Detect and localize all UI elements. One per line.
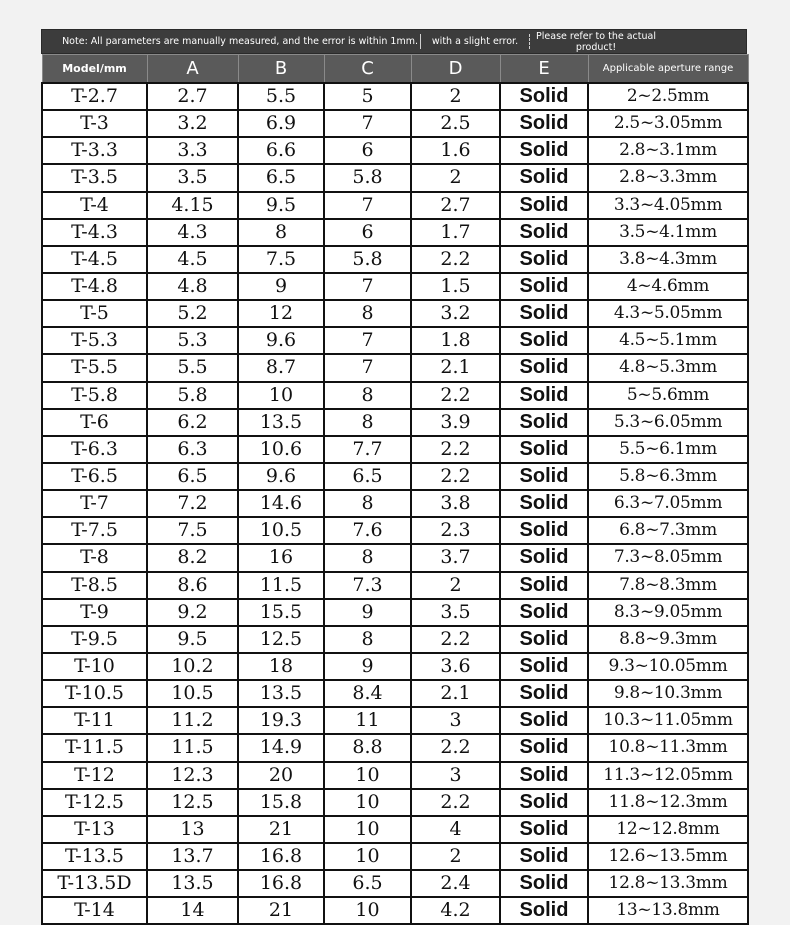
- cell-model: T-7.5: [42, 517, 147, 544]
- cell-e: Solid: [500, 870, 588, 897]
- cell-a: 9.5: [147, 626, 238, 653]
- cell-a: 12.5: [147, 789, 238, 816]
- cell-model: T-11.5: [42, 734, 147, 761]
- cell-a: 7.5: [147, 517, 238, 544]
- table-row: [42, 83, 748, 110]
- cell-range: 4.5~5.1mm: [588, 327, 748, 354]
- cell-c: 9: [324, 599, 411, 626]
- table-row: [42, 354, 748, 381]
- table-row: [42, 517, 748, 544]
- cell-a: 5.2: [147, 300, 238, 327]
- cell-c: 10: [324, 762, 411, 789]
- cell-a: 6.5: [147, 463, 238, 490]
- cell-c: 11: [324, 707, 411, 734]
- table-row: [42, 300, 748, 327]
- cell-d: 4.2: [411, 897, 500, 924]
- cell-b: 13.5: [238, 680, 324, 707]
- header-row: [42, 55, 748, 84]
- cell-range: 5~5.6mm: [588, 382, 748, 409]
- table-row: [42, 382, 748, 409]
- cell-c: 8: [324, 300, 411, 327]
- spec-sheet: [41, 29, 747, 925]
- cell-a: 11.2: [147, 707, 238, 734]
- table-row: [42, 544, 748, 571]
- cell-c: 10: [324, 897, 411, 924]
- cell-range: 7.3~8.05mm: [588, 544, 748, 571]
- cell-b: 12.5: [238, 626, 324, 653]
- cell-b: 16: [238, 544, 324, 571]
- cell-d: 2.2: [411, 789, 500, 816]
- cell-e: Solid: [500, 273, 588, 300]
- cell-model: T-12: [42, 762, 147, 789]
- table-row: [42, 164, 748, 191]
- table-row: [42, 192, 748, 219]
- cell-d: 2.3: [411, 517, 500, 544]
- cell-c: 7: [324, 192, 411, 219]
- cell-d: 1.7: [411, 219, 500, 246]
- cell-e: Solid: [500, 409, 588, 436]
- cell-e: Solid: [500, 436, 588, 463]
- note-bar: [41, 29, 747, 54]
- cell-model: T-4: [42, 192, 147, 219]
- cell-a: 13: [147, 816, 238, 843]
- cell-d: 2.2: [411, 246, 500, 273]
- cell-e: Solid: [500, 463, 588, 490]
- cell-range: 3.3~4.05mm: [588, 192, 748, 219]
- cell-c: 8: [324, 544, 411, 571]
- cell-e: Solid: [500, 897, 588, 924]
- note-text-measurement: Note: All parameters are manually measured, and the error is within 1mm.: [62, 36, 418, 47]
- cell-model: T-13.5D: [42, 870, 147, 897]
- table-row: [42, 653, 748, 680]
- cell-range: 2~2.5mm: [588, 83, 748, 110]
- cell-a: 4.8: [147, 273, 238, 300]
- cell-c: 7.7: [324, 436, 411, 463]
- cell-c: 8.4: [324, 680, 411, 707]
- cell-a: 10.5: [147, 680, 238, 707]
- cell-model: T-3: [42, 110, 147, 137]
- table-body: [42, 83, 748, 924]
- cell-range: 4.3~5.05mm: [588, 300, 748, 327]
- cell-e: Solid: [500, 599, 588, 626]
- table-row: [42, 626, 748, 653]
- cell-b: 10: [238, 382, 324, 409]
- header-range: Applicable aperture range: [588, 55, 748, 84]
- cell-model: T-5.3: [42, 327, 147, 354]
- cell-b: 10.6: [238, 436, 324, 463]
- cell-d: 2: [411, 164, 500, 191]
- cell-b: 12: [238, 300, 324, 327]
- cell-d: 1.8: [411, 327, 500, 354]
- cell-a: 4.3: [147, 219, 238, 246]
- cell-b: 16.8: [238, 870, 324, 897]
- cell-e: Solid: [500, 300, 588, 327]
- cell-d: 2.2: [411, 734, 500, 761]
- table-row: [42, 273, 748, 300]
- cell-model: T-8: [42, 544, 147, 571]
- cell-b: 7.5: [238, 246, 324, 273]
- cell-c: 9: [324, 653, 411, 680]
- cell-b: 21: [238, 897, 324, 924]
- cell-d: 4: [411, 816, 500, 843]
- cell-b: 21: [238, 816, 324, 843]
- cell-range: 2.5~3.05mm: [588, 110, 748, 137]
- cell-b: 9.5: [238, 192, 324, 219]
- cell-model: T-13: [42, 816, 147, 843]
- cell-a: 8.6: [147, 572, 238, 599]
- cell-e: Solid: [500, 517, 588, 544]
- cell-e: Solid: [500, 789, 588, 816]
- cell-c: 7: [324, 327, 411, 354]
- cell-model: T-5: [42, 300, 147, 327]
- table-row: [42, 219, 748, 246]
- cell-e: Solid: [500, 354, 588, 381]
- cell-range: 10.3~11.05mm: [588, 707, 748, 734]
- cell-e: Solid: [500, 110, 588, 137]
- cell-model: T-7: [42, 490, 147, 517]
- cell-c: 10: [324, 843, 411, 870]
- cell-e: Solid: [500, 327, 588, 354]
- cell-b: 8: [238, 219, 324, 246]
- cell-d: 3.8: [411, 490, 500, 517]
- cell-c: 6.5: [324, 870, 411, 897]
- cell-b: 19.3: [238, 707, 324, 734]
- cell-a: 11.5: [147, 734, 238, 761]
- cell-a: 3.2: [147, 110, 238, 137]
- cell-d: 2.7: [411, 192, 500, 219]
- cell-e: Solid: [500, 626, 588, 653]
- header-d: D: [411, 55, 500, 84]
- cell-model: T-4.8: [42, 273, 147, 300]
- cell-model: T-3.5: [42, 164, 147, 191]
- cell-b: 15.8: [238, 789, 324, 816]
- cell-a: 14: [147, 897, 238, 924]
- cell-e: Solid: [500, 137, 588, 164]
- cell-model: T-10: [42, 653, 147, 680]
- cell-model: T-14: [42, 897, 147, 924]
- cell-range: 5.3~6.05mm: [588, 409, 748, 436]
- cell-a: 2.7: [147, 83, 238, 110]
- cell-e: Solid: [500, 192, 588, 219]
- cell-b: 10.5: [238, 517, 324, 544]
- cell-e: Solid: [500, 219, 588, 246]
- cell-a: 4.15: [147, 192, 238, 219]
- cell-range: 9.3~10.05mm: [588, 653, 748, 680]
- cell-a: 13.7: [147, 843, 238, 870]
- cell-e: Solid: [500, 382, 588, 409]
- cell-d: 2.2: [411, 436, 500, 463]
- cell-b: 14.9: [238, 734, 324, 761]
- cell-model: T-13.5: [42, 843, 147, 870]
- cell-range: 7.8~8.3mm: [588, 572, 748, 599]
- cell-b: 6.6: [238, 137, 324, 164]
- table-row: [42, 843, 748, 870]
- cell-d: 2: [411, 843, 500, 870]
- cell-a: 4.5: [147, 246, 238, 273]
- table-row: [42, 246, 748, 273]
- cell-d: 3: [411, 707, 500, 734]
- cell-b: 18: [238, 653, 324, 680]
- cell-model: T-6.5: [42, 463, 147, 490]
- table-row: [42, 463, 748, 490]
- cell-c: 7.6: [324, 517, 411, 544]
- cell-a: 12.3: [147, 762, 238, 789]
- table-row: [42, 870, 748, 897]
- cell-model: T-4.5: [42, 246, 147, 273]
- cell-e: Solid: [500, 707, 588, 734]
- cell-a: 9.2: [147, 599, 238, 626]
- cell-range: 10.8~11.3mm: [588, 734, 748, 761]
- cell-d: 2: [411, 83, 500, 110]
- cell-model: T-5.5: [42, 354, 147, 381]
- cell-b: 9.6: [238, 327, 324, 354]
- cell-b: 8.7: [238, 354, 324, 381]
- cell-model: T-9: [42, 599, 147, 626]
- header-model: Model/mm: [42, 55, 147, 84]
- cell-range: 2.8~3.1mm: [588, 137, 748, 164]
- table-row: [42, 409, 748, 436]
- cell-range: 6.3~7.05mm: [588, 490, 748, 517]
- cell-e: Solid: [500, 164, 588, 191]
- table-row: [42, 680, 748, 707]
- cell-a: 3.3: [147, 137, 238, 164]
- table-row: [42, 137, 748, 164]
- header-e: E: [500, 55, 588, 84]
- cell-a: 13.5: [147, 870, 238, 897]
- cell-c: 5.8: [324, 164, 411, 191]
- cell-range: 13~13.8mm: [588, 897, 748, 924]
- cell-b: 13.5: [238, 409, 324, 436]
- cell-a: 5.5: [147, 354, 238, 381]
- cell-b: 16.8: [238, 843, 324, 870]
- cell-d: 3.5: [411, 599, 500, 626]
- table-header: [42, 55, 748, 84]
- cell-c: 8: [324, 409, 411, 436]
- header-a: A: [147, 55, 238, 84]
- cell-c: 7: [324, 273, 411, 300]
- cell-e: Solid: [500, 572, 588, 599]
- cell-d: 2.1: [411, 354, 500, 381]
- cell-range: 9.8~10.3mm: [588, 680, 748, 707]
- cell-b: 15.5: [238, 599, 324, 626]
- cell-range: 12.6~13.5mm: [588, 843, 748, 870]
- header-c: C: [324, 55, 411, 84]
- cell-model: T-12.5: [42, 789, 147, 816]
- table-row: [42, 490, 748, 517]
- cell-a: 8.2: [147, 544, 238, 571]
- cell-c: 6: [324, 219, 411, 246]
- cell-e: Solid: [500, 83, 588, 110]
- cell-model: T-2.7: [42, 83, 147, 110]
- cell-range: 4~4.6mm: [588, 273, 748, 300]
- cell-range: 5.5~6.1mm: [588, 436, 748, 463]
- cell-d: 2.2: [411, 382, 500, 409]
- cell-a: 6.2: [147, 409, 238, 436]
- cell-b: 11.5: [238, 572, 324, 599]
- cell-range: 4.8~5.3mm: [588, 354, 748, 381]
- cell-d: 1.5: [411, 273, 500, 300]
- cell-c: 6.5: [324, 463, 411, 490]
- cell-range: 3.8~4.3mm: [588, 246, 748, 273]
- cell-c: 7: [324, 110, 411, 137]
- cell-d: 2.4: [411, 870, 500, 897]
- cell-e: Solid: [500, 490, 588, 517]
- table-row: [42, 816, 748, 843]
- cell-c: 8.8: [324, 734, 411, 761]
- cell-c: 5.8: [324, 246, 411, 273]
- cell-c: 8: [324, 626, 411, 653]
- cell-c: 7.3: [324, 572, 411, 599]
- cell-d: 2.2: [411, 463, 500, 490]
- cell-e: Solid: [500, 816, 588, 843]
- cell-a: 3.5: [147, 164, 238, 191]
- cell-d: 3: [411, 762, 500, 789]
- table-row: [42, 762, 748, 789]
- cell-c: 5: [324, 83, 411, 110]
- cell-model: T-4.3: [42, 219, 147, 246]
- cell-c: 8: [324, 382, 411, 409]
- table-row: [42, 707, 748, 734]
- cell-d: 2: [411, 572, 500, 599]
- cell-model: T-6: [42, 409, 147, 436]
- cell-e: Solid: [500, 653, 588, 680]
- header-b: B: [238, 55, 324, 84]
- cell-range: 12~12.8mm: [588, 816, 748, 843]
- table-row: [42, 110, 748, 137]
- cell-d: 3.9: [411, 409, 500, 436]
- cell-b: 6.5: [238, 164, 324, 191]
- cell-a: 5.3: [147, 327, 238, 354]
- cell-a: 5.8: [147, 382, 238, 409]
- cell-range: 11.8~12.3mm: [588, 789, 748, 816]
- spec-table: [41, 54, 749, 925]
- table-row: [42, 327, 748, 354]
- cell-d: 1.6: [411, 137, 500, 164]
- cell-range: 6.8~7.3mm: [588, 517, 748, 544]
- table-row: [42, 789, 748, 816]
- cell-range: 12.8~13.3mm: [588, 870, 748, 897]
- cell-range: 5.8~6.3mm: [588, 463, 748, 490]
- cell-d: 2.5: [411, 110, 500, 137]
- cell-e: Solid: [500, 544, 588, 571]
- cell-e: Solid: [500, 734, 588, 761]
- cell-a: 6.3: [147, 436, 238, 463]
- cell-range: 8.3~9.05mm: [588, 599, 748, 626]
- table-row: [42, 734, 748, 761]
- cell-model: T-11: [42, 707, 147, 734]
- cell-b: 9.6: [238, 463, 324, 490]
- table-row: [42, 572, 748, 599]
- cell-d: 2.1: [411, 680, 500, 707]
- cell-c: 7: [324, 354, 411, 381]
- cell-range: 8.8~9.3mm: [588, 626, 748, 653]
- cell-c: 6: [324, 137, 411, 164]
- cell-b: 20: [238, 762, 324, 789]
- cell-a: 7.2: [147, 490, 238, 517]
- cell-e: Solid: [500, 680, 588, 707]
- cell-a: 10.2: [147, 653, 238, 680]
- cell-model: T-6.3: [42, 436, 147, 463]
- cell-model: T-9.5: [42, 626, 147, 653]
- cell-model: T-3.3: [42, 137, 147, 164]
- cell-c: 8: [324, 490, 411, 517]
- cell-model: T-8.5: [42, 572, 147, 599]
- cell-c: 10: [324, 816, 411, 843]
- cell-d: 2.2: [411, 626, 500, 653]
- table-row: [42, 436, 748, 463]
- cell-d: 3.7: [411, 544, 500, 571]
- cell-b: 14.6: [238, 490, 324, 517]
- cell-model: T-10.5: [42, 680, 147, 707]
- cell-range: 2.8~3.3mm: [588, 164, 748, 191]
- cell-c: 10: [324, 789, 411, 816]
- note-text-error: with a slight error.: [420, 34, 530, 49]
- note-text-refer: Please refer to the actual product!: [536, 30, 656, 53]
- cell-e: Solid: [500, 762, 588, 789]
- cell-model: T-5.8: [42, 382, 147, 409]
- table-row: [42, 599, 748, 626]
- cell-e: Solid: [500, 843, 588, 870]
- cell-e: Solid: [500, 246, 588, 273]
- cell-b: 9: [238, 273, 324, 300]
- cell-b: 5.5: [238, 83, 324, 110]
- table-row: [42, 897, 748, 924]
- cell-range: 3.5~4.1mm: [588, 219, 748, 246]
- cell-b: 6.9: [238, 110, 324, 137]
- cell-range: 11.3~12.05mm: [588, 762, 748, 789]
- cell-d: 3.2: [411, 300, 500, 327]
- cell-d: 3.6: [411, 653, 500, 680]
